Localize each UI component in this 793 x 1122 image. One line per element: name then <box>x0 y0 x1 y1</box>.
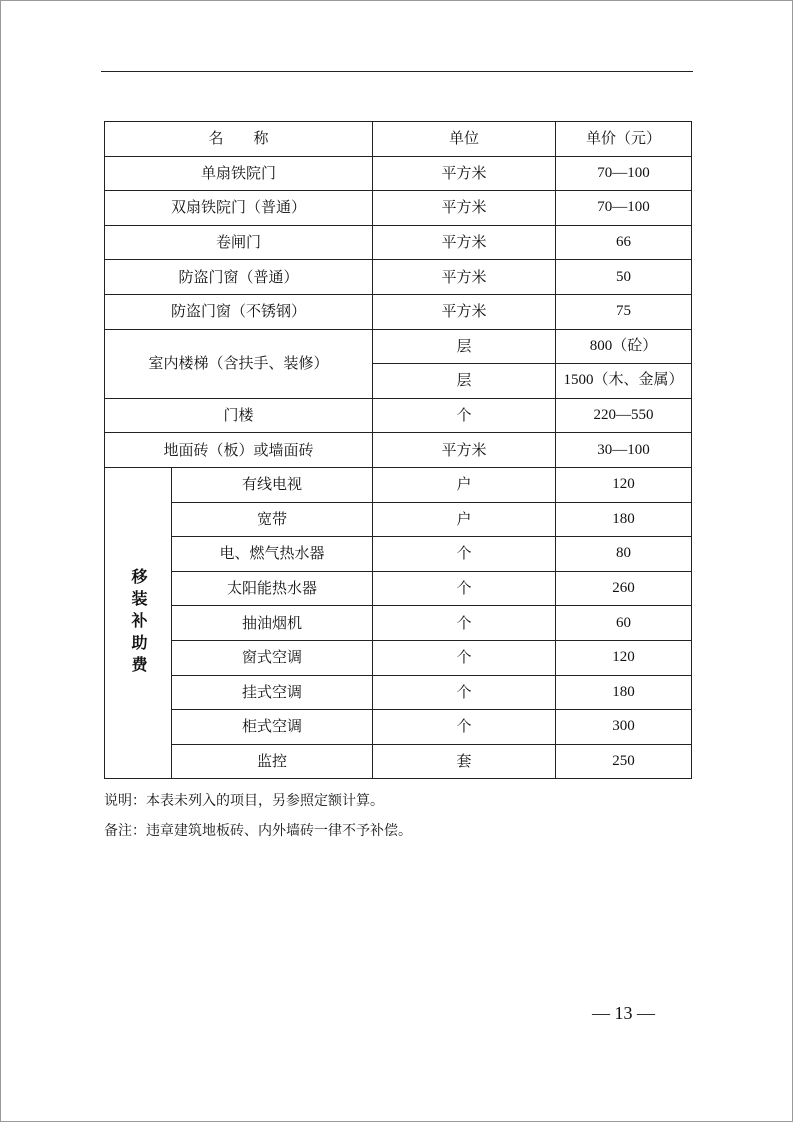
table-row <box>105 191 692 226</box>
row-unit: 个 <box>373 710 556 745</box>
row-price: 800（砼） <box>556 329 692 364</box>
table-row <box>105 467 692 502</box>
row-name: 地面砖（板）或墙面砖 <box>105 433 373 468</box>
table-row <box>105 433 692 468</box>
row-unit: 个 <box>373 571 556 606</box>
row-price: 70—100 <box>556 156 692 191</box>
stairs-name: 室内楼梯（含扶手、装修） <box>105 329 373 398</box>
row-name: 双扇铁院门（普通） <box>105 191 373 226</box>
row-price: 220—550 <box>556 398 692 433</box>
header-rule <box>101 71 693 72</box>
row-price: 50 <box>556 260 692 295</box>
header-price: 单价（元） <box>556 122 692 157</box>
table-row <box>105 675 692 710</box>
row-price: 60 <box>556 606 692 641</box>
row-name: 监控 <box>172 744 373 779</box>
row-price: 80 <box>556 537 692 572</box>
explanation-note: 说明：本表未列入的项目，另参照定额计算。 <box>104 793 384 809</box>
row-unit: 户 <box>373 467 556 502</box>
row-price: 180 <box>556 675 692 710</box>
row-unit: 平方米 <box>373 433 556 468</box>
row-unit: 层 <box>373 364 556 399</box>
row-name: 太阳能热水器 <box>172 571 373 606</box>
row-name: 电、燃气热水器 <box>172 537 373 572</box>
row-unit: 个 <box>373 398 556 433</box>
row-unit: 平方米 <box>373 191 556 226</box>
row-name: 门楼 <box>105 398 373 433</box>
row-unit: 套 <box>373 744 556 779</box>
row-unit: 平方米 <box>373 260 556 295</box>
table-row <box>105 294 692 329</box>
price-table <box>104 121 692 779</box>
row-price: 120 <box>556 467 692 502</box>
row-name: 防盗门窗（普通） <box>105 260 373 295</box>
row-unit: 平方米 <box>373 294 556 329</box>
row-unit: 户 <box>373 502 556 537</box>
row-name: 宽带 <box>172 502 373 537</box>
row-name: 有线电视 <box>172 467 373 502</box>
row-name: 卷闸门 <box>105 225 373 260</box>
row-unit: 个 <box>373 640 556 675</box>
table-row <box>105 502 692 537</box>
table-row <box>105 606 692 641</box>
table-header-row <box>105 122 692 157</box>
row-name: 防盗门窗（不锈钢） <box>105 294 373 329</box>
row-unit: 个 <box>373 675 556 710</box>
row-price: 70—100 <box>556 191 692 226</box>
table-row <box>105 225 692 260</box>
row-name: 抽油烟机 <box>172 606 373 641</box>
row-unit: 层 <box>373 329 556 364</box>
remark-note: 备注：违章建筑地板砖、内外墙砖一律不予补偿。 <box>104 823 412 839</box>
table-row <box>105 329 692 364</box>
row-unit: 平方米 <box>373 225 556 260</box>
row-price: 75 <box>556 294 692 329</box>
row-name: 窗式空调 <box>172 640 373 675</box>
table-row <box>105 537 692 572</box>
row-name: 单扇铁院门 <box>105 156 373 191</box>
row-name: 柜式空调 <box>172 710 373 745</box>
row-price: 180 <box>556 502 692 537</box>
header-unit: 单位 <box>373 122 556 157</box>
table-row <box>105 398 692 433</box>
row-unit: 个 <box>373 537 556 572</box>
table-row <box>105 156 692 191</box>
table-row <box>105 571 692 606</box>
row-price: 260 <box>556 571 692 606</box>
row-price: 120 <box>556 640 692 675</box>
relocation-group-label: 移装补助费 <box>105 467 172 778</box>
row-price: 250 <box>556 744 692 779</box>
row-unit: 平方米 <box>373 156 556 191</box>
row-unit: 个 <box>373 606 556 641</box>
row-name: 挂式空调 <box>172 675 373 710</box>
header-name: 名 称 <box>105 122 373 157</box>
row-price: 30—100 <box>556 433 692 468</box>
table-row <box>105 640 692 675</box>
table-row <box>105 744 692 779</box>
row-price: 1500（木、金属） <box>556 364 692 399</box>
row-price: 66 <box>556 225 692 260</box>
page-number: — 13 — <box>592 1003 655 1023</box>
row-price: 300 <box>556 710 692 745</box>
table-row <box>105 710 692 745</box>
table-row <box>105 260 692 295</box>
